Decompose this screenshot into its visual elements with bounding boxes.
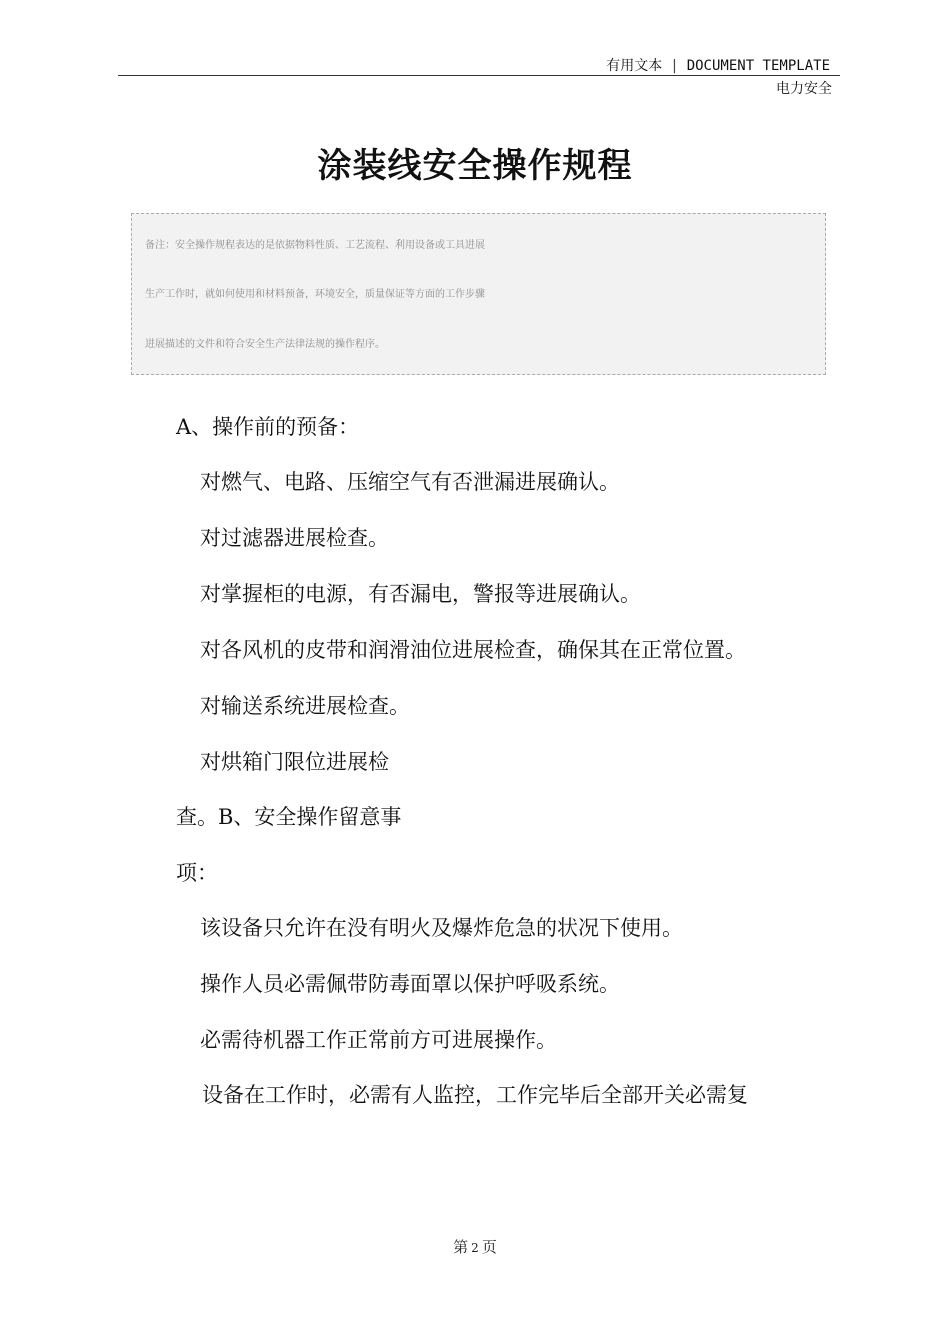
- footer-prefix: 第: [453, 1238, 469, 1256]
- body-paragraph: 对各风机的皮带和润滑油位进展检查，确保其在正常位置。: [200, 638, 746, 662]
- header-left-text: 有用文本: [606, 58, 663, 74]
- header-bar: [606, 55, 830, 75]
- header-divider: [118, 75, 840, 76]
- document-title: 涂装线安全操作规程: [317, 146, 633, 186]
- page-footer: [0, 1236, 950, 1257]
- body-paragraph: 操作人员必需佩带防毒面罩以保护呼吸系统。: [200, 972, 620, 996]
- body-paragraph: 对燃气、电路、压缩空气有否泄漏进展确认。: [200, 470, 620, 494]
- body-paragraph: 对掌握柜的电源，有否漏电，警报等进展确认。: [200, 582, 641, 606]
- header-right-text: DOCUMENT TEMPLATE: [686, 58, 830, 74]
- page-number: 2: [471, 1241, 479, 1255]
- header-subtitle: 电力安全: [776, 81, 832, 97]
- body-paragraph: 设备在工作时，必需有人监控，工作完毕后全部开关必需复: [202, 1083, 748, 1107]
- body-paragraph: 该设备只允许在没有明火及爆炸危急的状况下使用。: [200, 916, 683, 940]
- section-heading-b: 查。B、安全操作留意事: [176, 805, 402, 829]
- note-line: 生产工作时，就如何使用和材料预备，环境安全，质量保证等方面的工作步骤: [145, 289, 485, 300]
- body-paragraph: 对烘箱门限位进展检: [200, 750, 389, 774]
- body-paragraph: 对输送系统进展检查。: [200, 694, 410, 718]
- body-paragraph: 对过滤器进展检查。: [200, 526, 389, 550]
- header-separator: |: [670, 58, 679, 74]
- note-line: 备注：安全操作规程表达的是依据物料性质、工艺流程、利用设备或工具进展: [145, 240, 485, 251]
- footer-suffix: 页: [481, 1238, 497, 1256]
- section-heading-b-cont: 项：: [176, 861, 218, 885]
- note-box: [131, 213, 826, 375]
- section-heading-a: A、操作前的预备：: [176, 415, 360, 439]
- body-paragraph: 必需待机器工作正常前方可进展操作。: [200, 1028, 557, 1052]
- note-line: 进展描述的文件和符合安全生产法律法规的操作程序。: [145, 339, 385, 350]
